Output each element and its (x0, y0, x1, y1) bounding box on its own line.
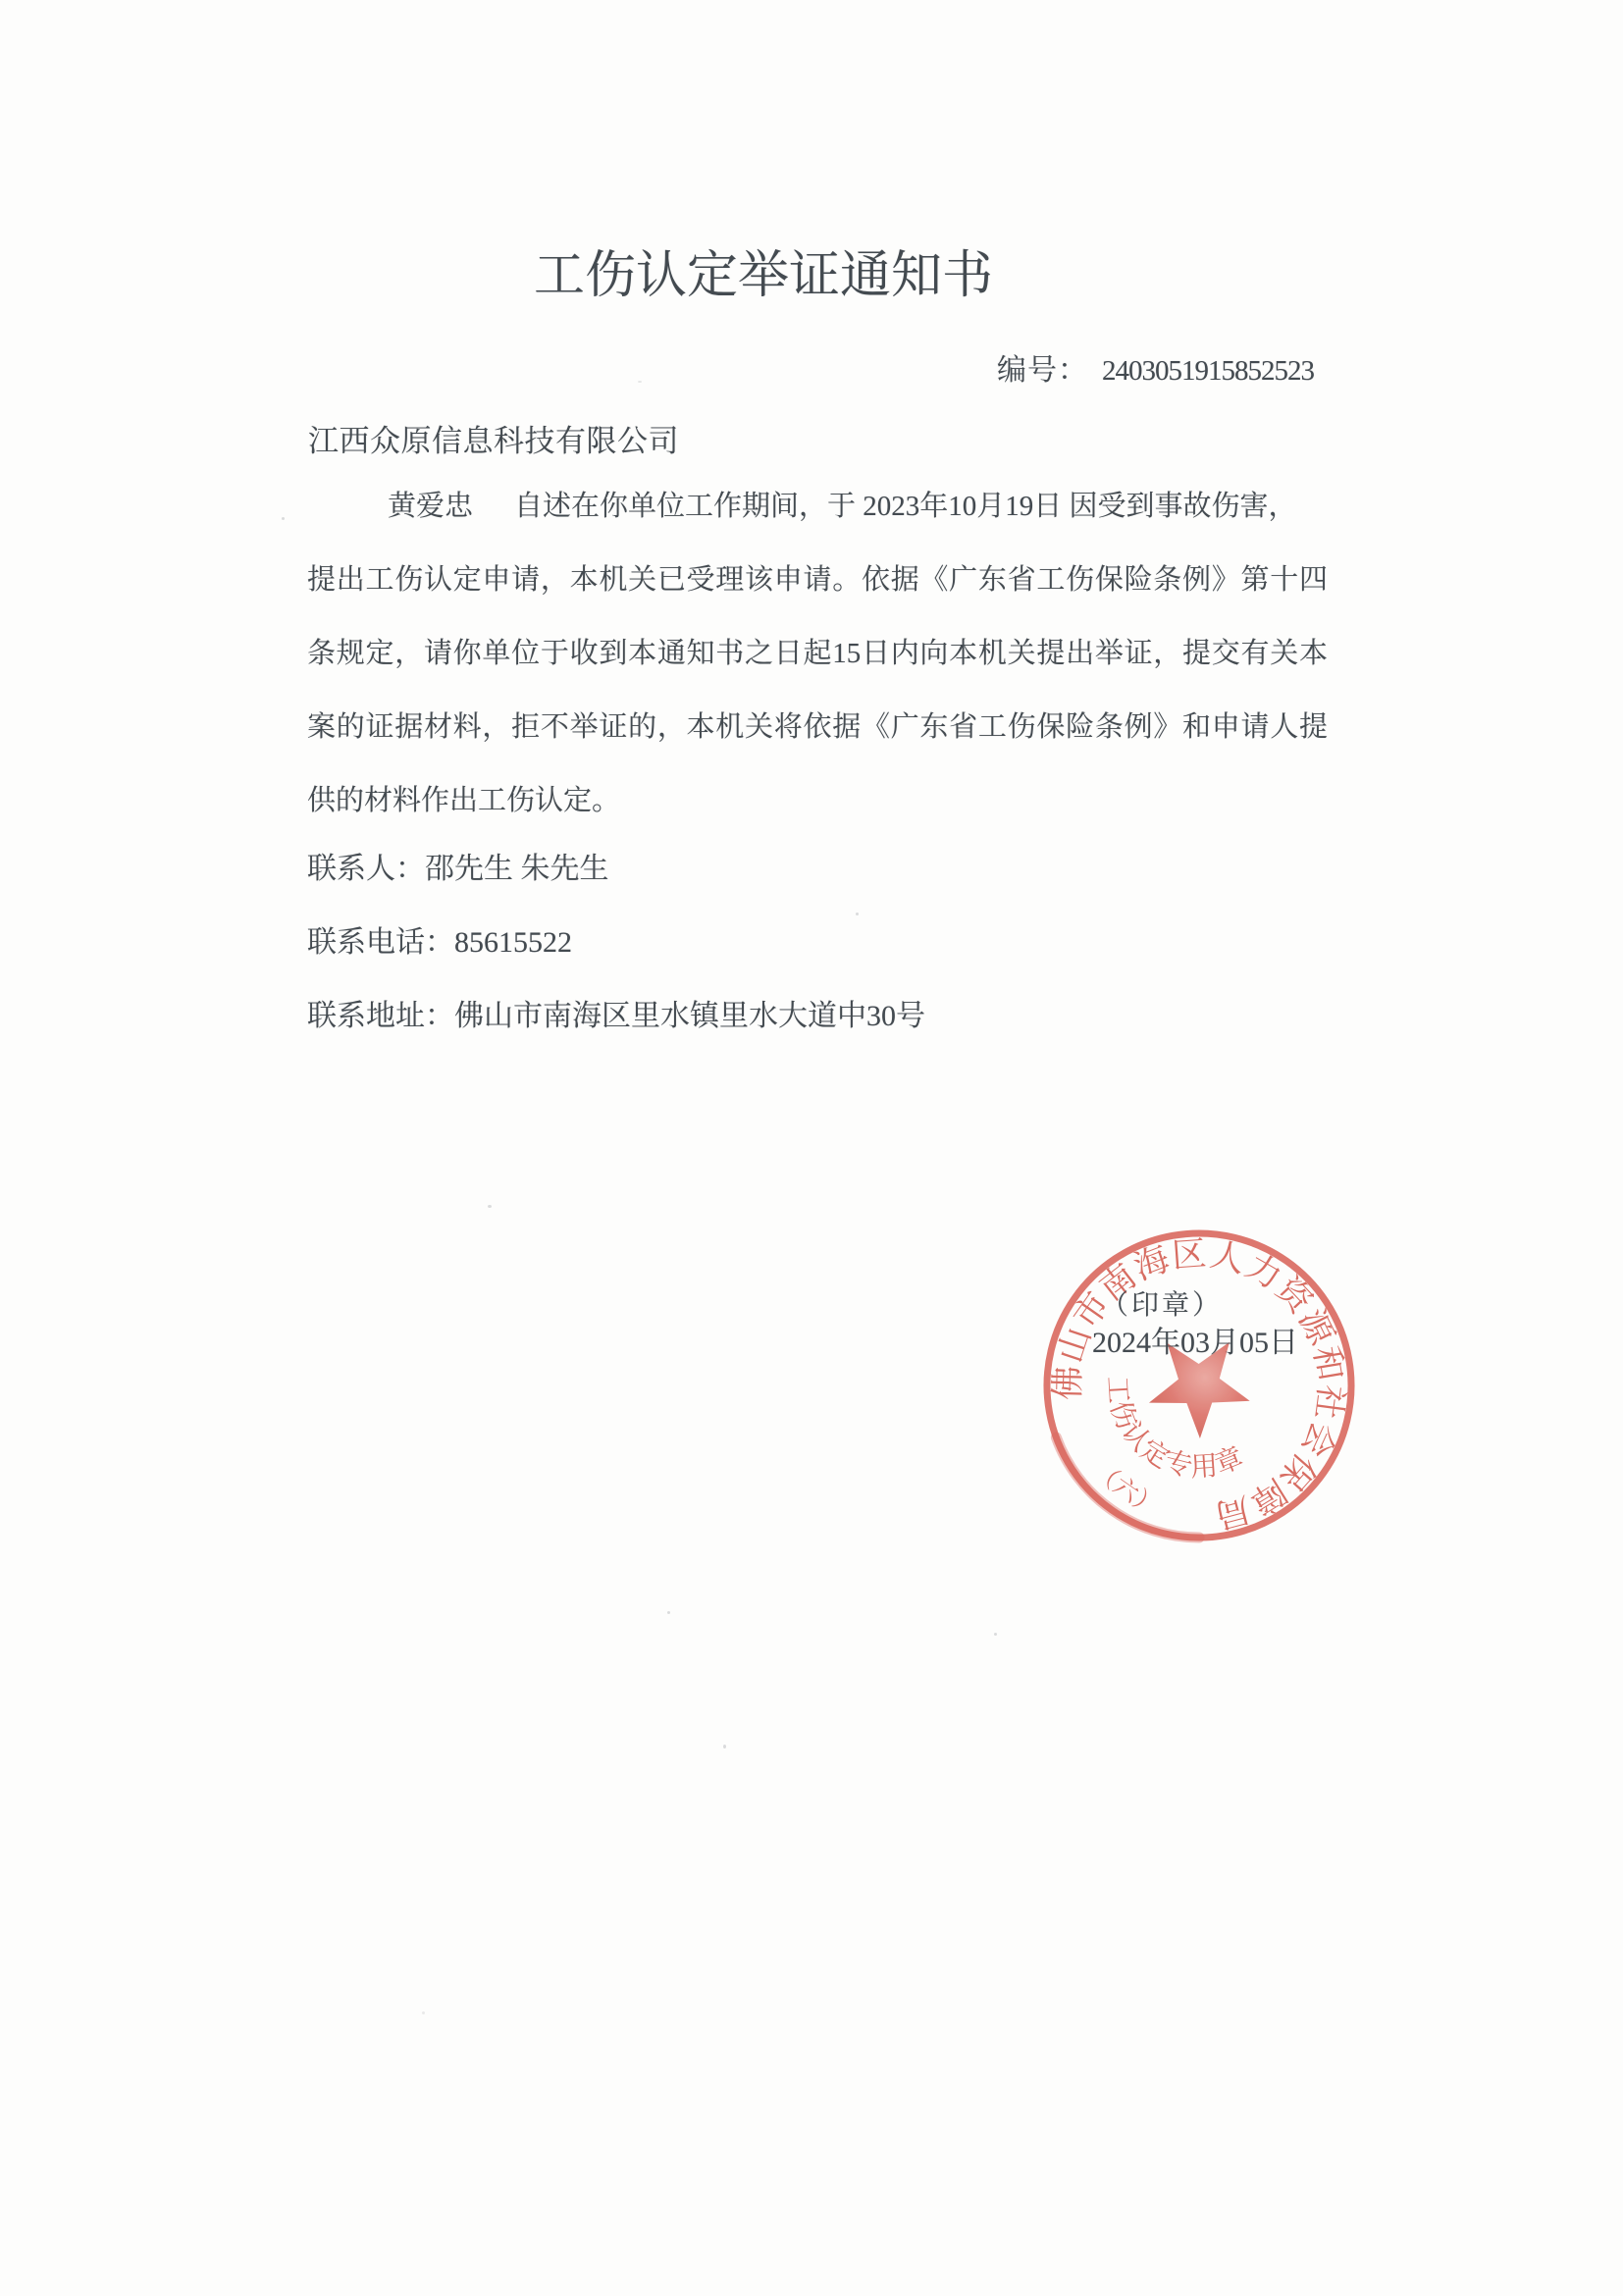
contact-phone-value: 85615522 (454, 926, 572, 959)
scan-speck (856, 913, 859, 915)
contact-phone-row (307, 906, 925, 979)
scan-speck (422, 2011, 425, 2014)
seal-purpose-text: 工伤认定专用章 (1101, 1375, 1249, 1484)
body-line-3: 条规定，请你单位于收到本通知书之日起15日内向本机关提出举证，提交有关本 (307, 638, 1328, 669)
body-line-2: 提出工伤认定申请，本机关已受理该申请。依据《广东省工伤保险条例》第十四 (307, 564, 1328, 596)
claimant-name: 黄爱忠 (388, 491, 474, 522)
body-line-5: 供的材料作出工伤认定。 (307, 785, 621, 816)
notice-body (307, 470, 1328, 838)
doc-number-label: 编号： (997, 354, 1088, 387)
official-seal-graphic (1034, 1221, 1364, 1550)
contact-person-label: 联系人： (307, 853, 425, 885)
contact-address-row (307, 979, 925, 1053)
scan-speck (282, 517, 285, 520)
contact-address-label: 联系地址： (307, 1000, 454, 1032)
recipient-company: 江西众原信息科技有限公司 (308, 424, 679, 458)
doc-number-line (997, 345, 1314, 389)
scan-speck (488, 1205, 492, 1208)
document-title: 工伤认定举证通知书 (534, 248, 994, 304)
official-seal (1034, 1221, 1364, 1550)
scan-speck (723, 1745, 726, 1748)
contact-block (307, 832, 925, 1053)
doc-number-value: 2403051915852523 (1102, 355, 1314, 387)
seal-date-text: 2024年03月05日 (1092, 1327, 1298, 1359)
scan-speck (994, 1633, 997, 1636)
contact-person-value: 邵先生 朱先生 (425, 853, 609, 885)
body-line-4: 案的证据材料，拒不举证的，本机关将依据《广东省工伤保险条例》和申请人提 (307, 711, 1328, 743)
seal-note-text: （印章） (1101, 1290, 1224, 1321)
contact-address-value: 佛山市南海区里水镇里水大道中30号 (454, 1000, 925, 1032)
scan-speck (667, 1611, 670, 1614)
contact-phone-label: 联系电话： (307, 926, 454, 959)
body-line-1-text: 自述在你单位工作期间，于 2023年10月19日 因受到事故伤害， (514, 491, 1297, 522)
scan-speck (638, 381, 642, 383)
contact-person-row (307, 832, 925, 906)
seal-rotated-group (1034, 1221, 1364, 1550)
body-line-1 (307, 470, 1328, 544)
seal-index-text: （六） (1087, 1458, 1164, 1523)
seal-organization-text: 佛山市南海区人力资源和社会保障局 (1048, 1234, 1351, 1536)
